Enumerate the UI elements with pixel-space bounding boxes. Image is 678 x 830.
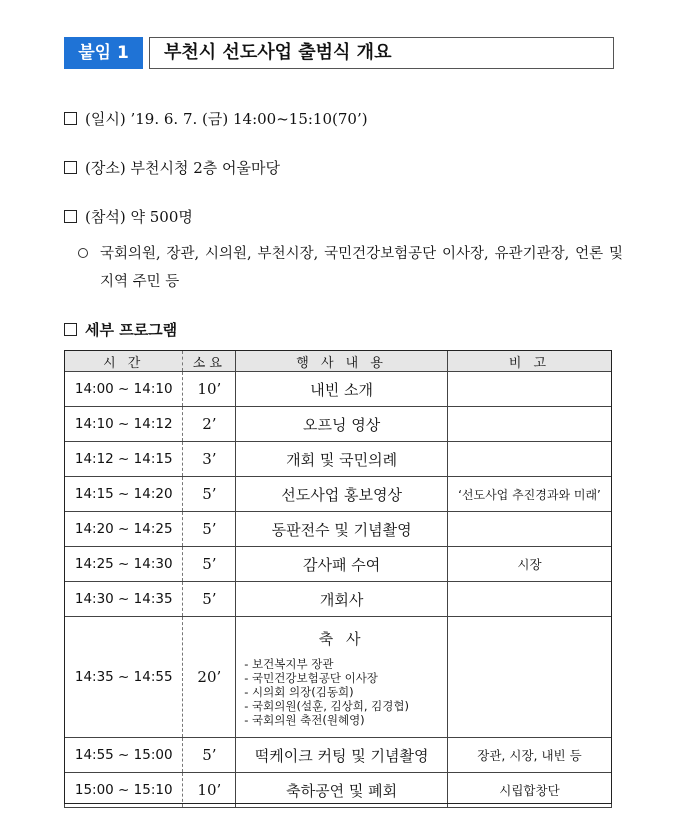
table-row <box>65 582 612 617</box>
cell-duration: 3’ <box>183 442 236 477</box>
congrats-heading: 축 사 <box>318 629 365 648</box>
header-time: 시 간 <box>65 351 183 372</box>
cell-duration: 5’ <box>183 738 236 773</box>
cell-content: 감사패 수여 <box>236 547 448 582</box>
table-row <box>65 773 612 808</box>
congrats-bullet: - 국회의원(설훈, 김상희, 김경협) <box>244 698 409 713</box>
cell-time: 14:25 ~ 14:30 <box>65 547 183 582</box>
item-attend-label: (참석) <box>85 208 126 226</box>
cell-time: 14:20 ~ 14:25 <box>65 512 183 547</box>
cell-content: 오프닝 영상 <box>236 407 448 442</box>
header-content: 행 사 내 용 <box>236 351 448 372</box>
attend-detail <box>78 240 623 296</box>
item-attend-value: 약 500명 <box>130 208 193 226</box>
cell-time: 14:00 ~ 14:10 <box>65 372 183 407</box>
cell-note <box>447 372 611 407</box>
table-row <box>65 738 612 773</box>
cell-note <box>447 407 611 442</box>
cell-content: 떡케이크 커팅 및 기념촬영 <box>236 738 448 773</box>
table-row <box>65 407 612 442</box>
item-date <box>64 108 368 129</box>
cell-note: 시립합창단 <box>447 773 611 808</box>
cell-time: 14:15 ~ 14:20 <box>65 477 183 512</box>
cell-duration: 2’ <box>183 407 236 442</box>
cell-duration: 10’ <box>183 372 236 407</box>
attend-detail-text: 국회의원, 장관, 시의원, 부천시장, 국민건강보험공단 이사장, 유관기관장, 언론 및 지역 주민 등 <box>100 246 623 290</box>
cell-content: 선도사업 홍보영상 <box>236 477 448 512</box>
header-duration: 소요 <box>183 351 236 372</box>
item-date-label: (일시) <box>85 110 126 128</box>
checkbox-square-icon <box>64 323 77 336</box>
cell-note: 장관, 시장, 내빈 등 <box>447 738 611 773</box>
congrats-bullet: - 국회의원 축전(원혜영) <box>244 712 365 727</box>
table-row <box>65 477 612 512</box>
cell-content: 내빈 소개 <box>236 372 448 407</box>
cell-content-congrats <box>236 617 448 738</box>
table-row <box>65 442 612 477</box>
congrats-bullet: - 국민건강보험공단 이사장 <box>244 670 378 685</box>
item-program-label: 세부 프로그램 <box>85 321 178 339</box>
cell-content: 축하공연 및 폐회 <box>236 773 448 808</box>
cell-note: ‘선도사업 추진경과와 미래’ <box>447 477 611 512</box>
cell-duration: 5’ <box>183 512 236 547</box>
cell-note <box>447 442 611 477</box>
item-date-value: ’19. 6. 7. (금) 14:00~15:10(70’) <box>130 110 368 128</box>
cell-note <box>447 512 611 547</box>
table-header-row <box>65 351 612 372</box>
congrats-bullet: - 시의회 의장(김동희) <box>244 684 354 699</box>
checkbox-square-icon <box>64 161 77 174</box>
item-place-label: (장소) <box>85 159 126 177</box>
document-header <box>64 37 614 69</box>
checkbox-square-icon <box>64 210 77 223</box>
checkbox-square-icon <box>64 112 77 125</box>
cell-duration: 5’ <box>183 582 236 617</box>
cell-time: 14:35 ~ 14:55 <box>65 617 183 738</box>
item-attend <box>64 206 193 227</box>
cell-time: 14:10 ~ 14:12 <box>65 407 183 442</box>
cell-content: 개회 및 국민의례 <box>236 442 448 477</box>
cell-content: 개회사 <box>236 582 448 617</box>
page-title: 부천시 선도사업 출범식 개요 <box>149 37 614 69</box>
congrats-bullet: - 보건복지부 장관 <box>244 656 334 671</box>
cell-note <box>447 582 611 617</box>
item-place-value: 부천시청 2층 어울마당 <box>130 159 280 177</box>
attachment-badge: 붙임 1 <box>64 37 143 69</box>
cell-duration: 10’ <box>183 773 236 808</box>
table-row <box>65 617 612 738</box>
cell-content: 동판전수 및 기념촬영 <box>236 512 448 547</box>
cell-note: 시장 <box>447 547 611 582</box>
header-note: 비 고 <box>447 351 611 372</box>
table-row <box>65 372 612 407</box>
cell-duration: 5’ <box>183 547 236 582</box>
cell-duration: 5’ <box>183 477 236 512</box>
cell-note <box>447 617 611 738</box>
table-row <box>65 512 612 547</box>
item-program <box>64 319 177 340</box>
cell-time: 14:30 ~ 14:35 <box>65 582 183 617</box>
cell-time: 14:55 ~ 15:00 <box>65 738 183 773</box>
cell-time: 14:12 ~ 14:15 <box>65 442 183 477</box>
cell-duration: 20’ <box>183 617 236 738</box>
item-place <box>64 157 280 178</box>
circle-bullet-icon <box>78 248 88 258</box>
table-row <box>65 547 612 582</box>
cell-time: 15:00 ~ 15:10 <box>65 773 183 808</box>
program-table <box>64 350 612 808</box>
